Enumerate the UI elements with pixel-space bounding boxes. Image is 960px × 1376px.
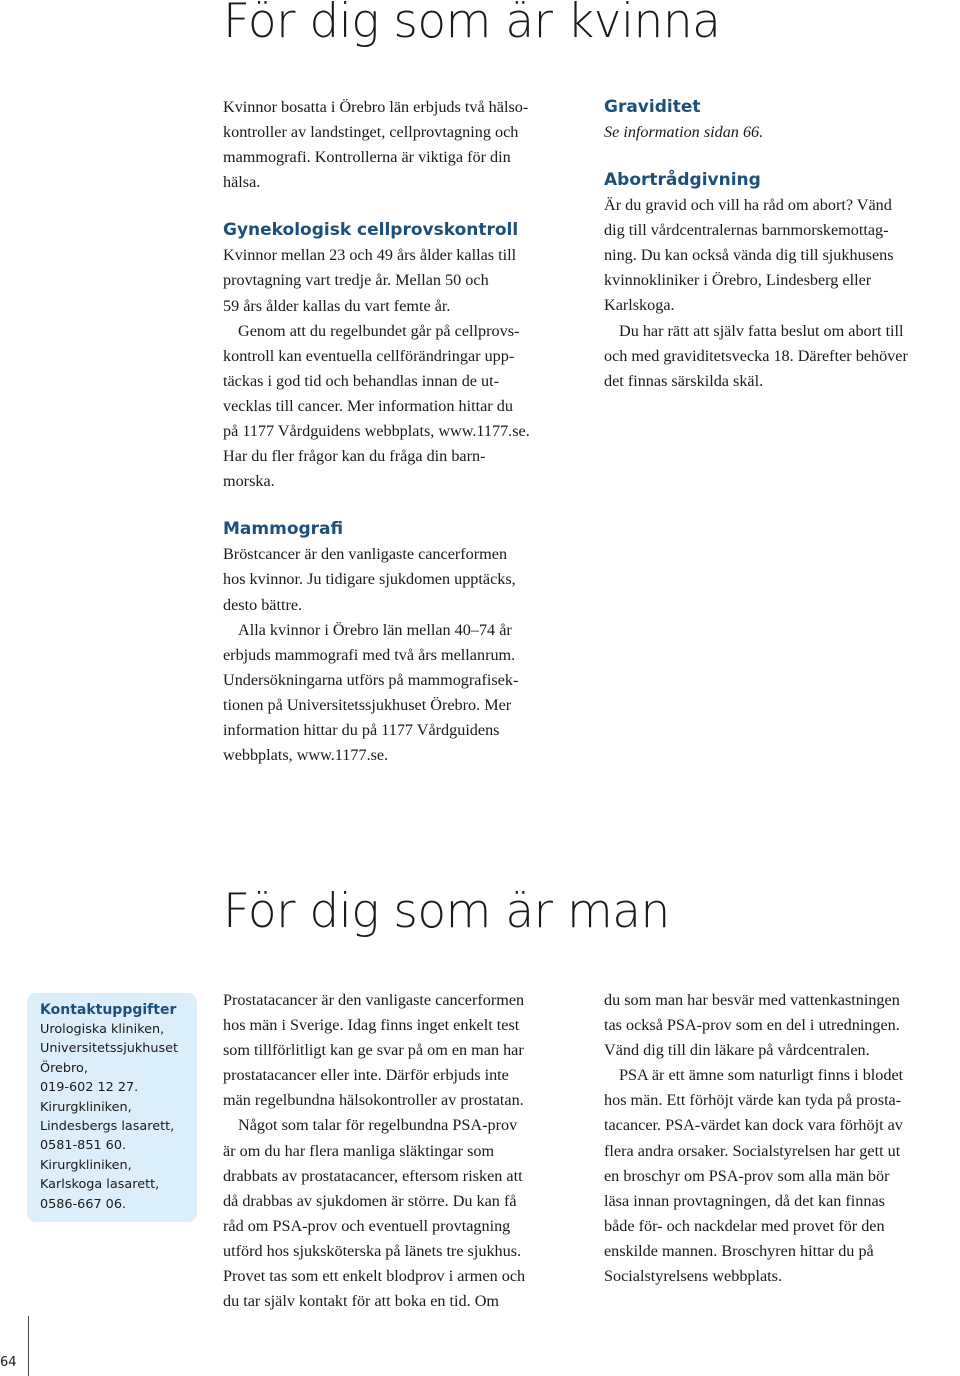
text-line: en broschyr om PSA-prov som alla män bör xyxy=(604,1166,890,1185)
text-line: Du har rätt att själv fatta beslut om abort till xyxy=(619,321,904,340)
contact-info-box xyxy=(27,993,197,1222)
contact-line: Universitetssjukhuset xyxy=(40,1041,179,1057)
men-paragraph-1 xyxy=(223,988,583,1113)
section-title-men: För dig som är man xyxy=(223,884,670,939)
text-line: som tillförlitligt kan ge svar på om en man har xyxy=(223,1041,524,1060)
heading-mammography: Mammografi xyxy=(223,519,344,540)
men-column-1 xyxy=(223,988,583,1314)
text-line: information hittar du på 1177 Vårdguidens xyxy=(223,720,500,739)
text-line: utförd hos sjuksköterska på länets tre sjukhus. xyxy=(223,1241,522,1260)
text-line: råd om PSA-prov och eventuell provtagning xyxy=(223,1216,511,1235)
text-line: 59 års ålder kallas du vart femte år. xyxy=(223,296,451,315)
text-line: Kvinnor bosatta i Örebro län erbjuds två hälso- xyxy=(223,98,529,116)
mammo-paragraph-1 xyxy=(223,542,583,617)
men-paragraph-4 xyxy=(604,1063,960,1289)
text-line: hos män i Sverige. Idag finns inget enkelt test xyxy=(223,1016,520,1035)
text-line: Vänd dig till din läkare på vårdcentralen. xyxy=(604,1041,870,1060)
text-line: är om du har flera manliga släktingar som xyxy=(223,1141,495,1160)
text-line: kvinnokliniker i Örebro, Lindesberg eller xyxy=(604,271,872,290)
men-paragraph-3 xyxy=(604,988,960,1063)
text-line: mammografi. Kontrollerna är viktiga för din xyxy=(223,148,511,167)
text-line: erbjuds mammografi med två års mellanrum. xyxy=(223,645,516,664)
men-column-2 xyxy=(604,988,960,1289)
text-line: tionen på Universitetssjukhuset Örebro. Mer xyxy=(223,695,512,714)
text-line: hälsa. xyxy=(223,173,261,192)
contact-line: Lindesbergs lasarett, xyxy=(40,1119,175,1135)
page-number: 64 xyxy=(0,1355,17,1370)
text-line: och med graviditetsvecka 18. Därefter behöver xyxy=(604,346,908,365)
text-line: kontroll kan eventuella cellförändringar upp- xyxy=(223,346,515,365)
pregnancy-reference: Se information sidan 66. xyxy=(604,123,764,141)
mammo-paragraph-2 xyxy=(223,618,583,769)
men-paragraph-2 xyxy=(223,1113,583,1314)
text-line: Genom att du regelbundet går på cellprovs- xyxy=(238,321,520,340)
text-line: täckas i god tid och behandlas innan de ut- xyxy=(223,371,500,390)
text-line: Alla kvinnor i Örebro län mellan 40–74 år xyxy=(238,620,512,639)
text-line: drabbats av prostatacancer, eftersom risken att xyxy=(223,1166,523,1185)
text-line: då drabbas av sjukdomen är större. Du kan få xyxy=(223,1191,517,1210)
text-line: Karlskoga. xyxy=(604,296,675,315)
contact-line: 0586-667 06. xyxy=(40,1196,127,1212)
text-line: enskilde mannen. Broschyren hittar du på xyxy=(604,1241,874,1260)
text-line: desto bättre. xyxy=(223,595,303,614)
intro-paragraph xyxy=(223,95,583,195)
section-title-women: För dig som är kvinna xyxy=(223,0,721,49)
text-line: Kvinnor mellan 23 och 49 års ålder kallas till xyxy=(223,246,517,265)
text-line: provtagning vart tredje år. Mellan 50 och xyxy=(223,271,489,290)
text-line: PSA är ett ämne som naturligt finns i blodet xyxy=(619,1066,904,1085)
heading-abortion-counselling: Abortrådgivning xyxy=(604,170,761,191)
text-line: Provet tas som ett enkelt blodprov i armen och xyxy=(223,1267,526,1286)
text-line: Undersökningarna utförs på mammografisek- xyxy=(223,670,519,689)
heading-pregnancy: Graviditet xyxy=(604,97,701,117)
contact-heading: Kontaktuppgifter xyxy=(40,1002,177,1018)
text-line: Något som talar för regelbundna PSA-prov xyxy=(238,1116,518,1135)
text-line: tas också PSA-prov som en del i utredningen. xyxy=(604,1016,900,1035)
abortion-paragraph-1 xyxy=(604,193,960,318)
page-margin-rule xyxy=(28,1316,29,1376)
text-line: Bröstcancer är den vanligaste cancerformen xyxy=(223,545,508,564)
text-line: du tar själv kontakt för att boka en tid. Om xyxy=(223,1292,500,1311)
text-line: flera andra orsaker. Socialstyrelsen har gett ut xyxy=(604,1141,901,1160)
contact-line: Örebro, xyxy=(40,1060,88,1076)
text-line: hos kvinnor. Ju tidigare sjukdomen upptäcks, xyxy=(223,570,516,589)
text-line: män regelbundna hälsokontroller av prostatan. xyxy=(223,1091,524,1110)
text-line: det finnas särskilda skäl. xyxy=(604,371,764,390)
contact-line: 0581-851 60. xyxy=(40,1138,127,1154)
text-line: Prostatacancer är den vanligaste cancerformen xyxy=(223,991,525,1009)
contact-line: Kirurgkliniken, xyxy=(40,1157,132,1173)
contact-line: Karlskoga lasarett, xyxy=(40,1177,160,1193)
text-line: Är du gravid och vill ha råd om abort? Vänd xyxy=(604,196,892,215)
text-line: tacancer. PSA-värdet kan dock vara förhöjt av xyxy=(604,1116,903,1135)
gyn-paragraph-2 xyxy=(223,319,583,495)
text-line: Socialstyrelsens webbplats. xyxy=(604,1267,783,1286)
contact-line: 019-602 12 27. xyxy=(40,1080,139,1096)
text-line: webbplats, www.1177.se. xyxy=(223,746,389,765)
text-line: läsa innan provtagningen, då det kan finnas xyxy=(604,1191,885,1210)
gyn-paragraph-1 xyxy=(223,243,583,318)
text-line: hos män. Ett förhöjt värde kan tyda på prosta- xyxy=(604,1091,902,1110)
text-line: kontroller av landstinget, cellprovtagning och xyxy=(223,123,519,142)
women-column-1 xyxy=(223,95,583,768)
abortion-paragraph-2 xyxy=(604,319,960,394)
text-line: på 1177 Vårdguidens webbplats, www.1177.se. xyxy=(223,422,530,441)
contact-line: Urologiska kliniken, xyxy=(40,1022,165,1037)
text-line: Har du fler frågor kan du fråga din barn- xyxy=(223,447,486,466)
text-line: dig till vårdcentralernas barnmorskemottag- xyxy=(604,221,889,240)
text-line: ning. Du kan också vända dig till sjukhusens xyxy=(604,246,894,265)
text-line: prostatacancer eller inte. Därför erbjuds inte xyxy=(223,1066,509,1085)
text-line: du som man har besvär med vattenkastningen xyxy=(604,991,900,1009)
heading-gynecological: Gynekologisk cellprovskontroll xyxy=(223,220,519,241)
text-line: både för- och nackdelar med provet för den xyxy=(604,1216,885,1235)
text-line: vecklas till cancer. Mer information hittar du xyxy=(223,396,513,415)
text-line: morska. xyxy=(223,472,275,491)
women-column-2 xyxy=(604,95,960,394)
contact-line: Kirurgkliniken, xyxy=(40,1099,132,1115)
